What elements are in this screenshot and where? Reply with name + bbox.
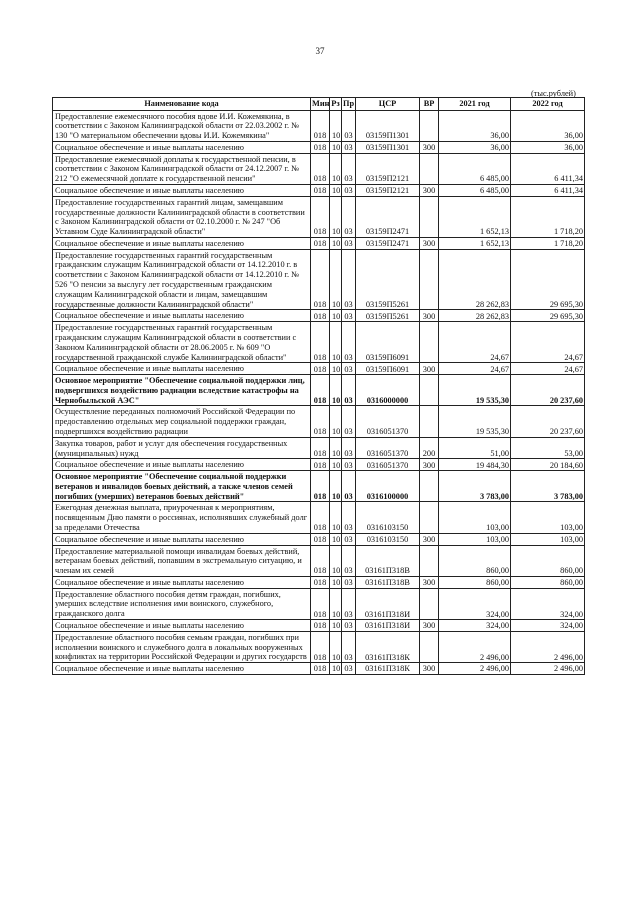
row-2021-cell: 28 262,83: [439, 310, 511, 322]
budget-table: [52, 97, 585, 675]
row-2021-cell: 860,00: [439, 545, 511, 576]
row-pr-cell: 03: [342, 502, 356, 533]
row-min-cell: 018: [311, 196, 330, 237]
row-csr-cell: 03159П6091: [356, 322, 420, 363]
row-rz-cell: 10: [330, 375, 342, 406]
row-2021-cell: 19 535,30: [439, 375, 511, 406]
header-name: Наименование кода: [53, 98, 311, 111]
row-rz-cell: 10: [330, 545, 342, 576]
row-rz-cell: 10: [330, 533, 342, 545]
row-pr-cell: 03: [342, 237, 356, 249]
row-min-cell: 018: [311, 663, 330, 675]
row-pr-cell: 03: [342, 437, 356, 459]
row-csr-cell: 0316000000: [356, 375, 420, 406]
row-name-cell: Предоставление государственных гарантий государственным гражданским служащим Калининградской области в соответствии с Законом Калининградской области от 28.06.2005 г. № 609 "О государственной гражданской службе Калининградской области": [53, 322, 311, 363]
row-name-cell: Предоставление ежемесячного пособия вдове И.И. Кожемякина, в соответствии с Законом Калининградской области от 22.03.2002 г. № 130 "О материальном обеспечении вдовы И.И. Кожемякина": [53, 110, 311, 141]
table-row: [53, 141, 585, 153]
table-row: [53, 375, 585, 406]
header-2022: 2022 год: [511, 98, 585, 111]
row-min-cell: 018: [311, 185, 330, 197]
row-2021-cell: 36,00: [439, 141, 511, 153]
row-csr-cell: 03159П2121: [356, 153, 420, 184]
row-2022-cell: 103,00: [511, 533, 585, 545]
table-row: [53, 663, 585, 675]
table-row: [53, 249, 585, 310]
row-csr-cell: 03159П2471: [356, 237, 420, 249]
row-2022-cell: 324,00: [511, 588, 585, 619]
row-rz-cell: 10: [330, 576, 342, 588]
row-min-cell: 018: [311, 249, 330, 310]
row-name-cell: Социальное обеспечение и иные выплаты населению: [53, 185, 311, 197]
table-row: [53, 322, 585, 363]
row-2022-cell: 324,00: [511, 620, 585, 632]
page-number: 37: [315, 46, 325, 56]
row-2022-cell: 6 411,34: [511, 153, 585, 184]
row-rz-cell: 10: [330, 363, 342, 375]
row-csr-cell: 03159П6091: [356, 363, 420, 375]
row-vr-cell: 300: [420, 237, 439, 249]
row-csr-cell: 0316103150: [356, 502, 420, 533]
row-2021-cell: 1 652,13: [439, 196, 511, 237]
row-2022-cell: 2 496,00: [511, 631, 585, 662]
row-2022-cell: 103,00: [511, 502, 585, 533]
row-name-cell: Социальное обеспечение и иные выплаты населению: [53, 459, 311, 471]
row-min-cell: 018: [311, 406, 330, 437]
row-2022-cell: 20 237,60: [511, 375, 585, 406]
row-name-cell: Социальное обеспечение и иные выплаты населению: [53, 663, 311, 675]
row-2021-cell: 860,00: [439, 576, 511, 588]
row-2022-cell: 29 695,30: [511, 310, 585, 322]
row-pr-cell: 03: [342, 153, 356, 184]
row-2021-cell: 24,67: [439, 363, 511, 375]
row-2022-cell: 24,67: [511, 363, 585, 375]
row-rz-cell: 10: [330, 153, 342, 184]
row-pr-cell: 03: [342, 545, 356, 576]
row-name-cell: Основное мероприятие "Обеспечение социальной поддержки лиц, подвергшихся воздействию радиации вследствие катастрофы на Чернобыльской АЭС": [53, 375, 311, 406]
row-vr-cell: [420, 196, 439, 237]
row-2021-cell: 6 485,00: [439, 153, 511, 184]
row-min-cell: 018: [311, 141, 330, 153]
header-csr: ЦСР: [356, 98, 420, 111]
table-row: [53, 363, 585, 375]
row-2022-cell: 36,00: [511, 110, 585, 141]
table-row: [53, 576, 585, 588]
row-rz-cell: 10: [330, 437, 342, 459]
row-2021-cell: 3 783,00: [439, 471, 511, 502]
row-csr-cell: 03159П1301: [356, 110, 420, 141]
row-vr-cell: 300: [420, 663, 439, 675]
row-min-cell: 018: [311, 588, 330, 619]
table-row: [53, 406, 585, 437]
row-vr-cell: [420, 153, 439, 184]
row-2022-cell: 6 411,34: [511, 185, 585, 197]
row-2022-cell: 53,00: [511, 437, 585, 459]
row-name-cell: Социальное обеспечение и иные выплаты населению: [53, 620, 311, 632]
row-pr-cell: 03: [342, 196, 356, 237]
table-row: [53, 631, 585, 662]
table-row: [53, 310, 585, 322]
row-vr-cell: 200: [420, 437, 439, 459]
row-csr-cell: 0316100000: [356, 471, 420, 502]
row-min-cell: 018: [311, 437, 330, 459]
row-rz-cell: 10: [330, 196, 342, 237]
row-csr-cell: 0316051370: [356, 459, 420, 471]
row-rz-cell: 10: [330, 322, 342, 363]
row-2021-cell: 6 485,00: [439, 185, 511, 197]
table-row: [53, 110, 585, 141]
row-pr-cell: 03: [342, 141, 356, 153]
row-pr-cell: 03: [342, 471, 356, 502]
row-min-cell: 018: [311, 502, 330, 533]
row-vr-cell: 300: [420, 310, 439, 322]
row-name-cell: Предоставление ежемесячной доплаты к государственной пенсии, в соответствии с Законом Калининградской области от 24.12.2007 г. № 212 "О ежемесячной доплате к государственной пенсии": [53, 153, 311, 184]
row-min-cell: 018: [311, 322, 330, 363]
row-rz-cell: 10: [330, 110, 342, 141]
row-pr-cell: 03: [342, 375, 356, 406]
row-name-cell: Осуществление переданных полномочий Российской Федерации по предоставлению отдельных мер социальной поддержки граждан, подвергшихся воздействию радиации: [53, 406, 311, 437]
row-name-cell: Социальное обеспечение и иные выплаты населению: [53, 363, 311, 375]
table-body: [53, 110, 585, 674]
row-vr-cell: [420, 375, 439, 406]
row-pr-cell: 03: [342, 363, 356, 375]
row-rz-cell: 10: [330, 237, 342, 249]
row-name-cell: Социальное обеспечение и иные выплаты населению: [53, 310, 311, 322]
row-csr-cell: 0316051370: [356, 437, 420, 459]
row-pr-cell: 03: [342, 249, 356, 310]
row-2021-cell: 324,00: [439, 588, 511, 619]
row-vr-cell: 300: [420, 576, 439, 588]
table-row: [53, 437, 585, 459]
row-min-cell: 018: [311, 363, 330, 375]
row-name-cell: Предоставление материальной помощи инвалидам боевых действий, ветеранам боевых действий, попавшим в экстремальную ситуацию, и членам их семей: [53, 545, 311, 576]
table-header-row: [53, 98, 585, 111]
table-row: [53, 533, 585, 545]
row-min-cell: 018: [311, 545, 330, 576]
table-row: [53, 153, 585, 184]
row-name-cell: Социальное обеспечение и иные выплаты населению: [53, 141, 311, 153]
row-vr-cell: [420, 110, 439, 141]
row-2022-cell: 2 496,00: [511, 663, 585, 675]
row-vr-cell: [420, 406, 439, 437]
row-2022-cell: 1 718,20: [511, 237, 585, 249]
row-csr-cell: 03161П318К: [356, 631, 420, 662]
row-2021-cell: 24,67: [439, 322, 511, 363]
row-rz-cell: 10: [330, 502, 342, 533]
row-min-cell: 018: [311, 631, 330, 662]
row-csr-cell: 03161П318К: [356, 663, 420, 675]
row-pr-cell: 03: [342, 631, 356, 662]
table-row: [53, 502, 585, 533]
row-name-cell: Предоставление государственных гарантий государственным гражданским служащим Калининградской области от 14.12.2010 г. в соответствии с Законом Калининградской области от 14.12.2010 г. № 526 "О пенсии за выслугу лет государственным гражданским служащим Калининградской области и лицам, замещавшим государственные должности Калининградской области": [53, 249, 311, 310]
row-csr-cell: 03159П5261: [356, 249, 420, 310]
row-name-cell: Ежегодная денежная выплата, приуроченная к мероприятиям, посвященным Дню памяти о россиянах, исполнявших служебный долг за пределами Отечества: [53, 502, 311, 533]
row-min-cell: 018: [311, 310, 330, 322]
row-2021-cell: 2 496,00: [439, 631, 511, 662]
row-pr-cell: 03: [342, 110, 356, 141]
row-pr-cell: 03: [342, 322, 356, 363]
row-pr-cell: 03: [342, 459, 356, 471]
row-name-cell: Социальное обеспечение и иные выплаты населению: [53, 533, 311, 545]
row-min-cell: 018: [311, 533, 330, 545]
row-rz-cell: 10: [330, 141, 342, 153]
row-2021-cell: 2 496,00: [439, 663, 511, 675]
row-vr-cell: 300: [420, 363, 439, 375]
table-row: [53, 459, 585, 471]
row-name-cell: Закупка товаров, работ и услуг для обеспечения государственных (муниципальных) нужд: [53, 437, 311, 459]
row-vr-cell: 300: [420, 185, 439, 197]
row-min-cell: 018: [311, 620, 330, 632]
row-rz-cell: 10: [330, 620, 342, 632]
row-2021-cell: 103,00: [439, 502, 511, 533]
row-2022-cell: 860,00: [511, 576, 585, 588]
row-2021-cell: 103,00: [439, 533, 511, 545]
row-csr-cell: 03159П2471: [356, 196, 420, 237]
row-pr-cell: 03: [342, 310, 356, 322]
row-pr-cell: 03: [342, 620, 356, 632]
row-csr-cell: 03159П2121: [356, 185, 420, 197]
row-csr-cell: 03161П318В: [356, 576, 420, 588]
row-rz-cell: 10: [330, 663, 342, 675]
row-pr-cell: 03: [342, 663, 356, 675]
row-2021-cell: 324,00: [439, 620, 511, 632]
row-rz-cell: 10: [330, 631, 342, 662]
row-name-cell: Социальное обеспечение и иные выплаты населению: [53, 576, 311, 588]
row-pr-cell: 03: [342, 406, 356, 437]
row-pr-cell: 03: [342, 588, 356, 619]
row-rz-cell: 10: [330, 185, 342, 197]
row-vr-cell: 300: [420, 141, 439, 153]
row-2022-cell: 20 184,60: [511, 459, 585, 471]
row-2021-cell: 51,00: [439, 437, 511, 459]
row-min-cell: 018: [311, 237, 330, 249]
table-row: [53, 620, 585, 632]
row-rz-cell: 10: [330, 471, 342, 502]
row-vr-cell: [420, 545, 439, 576]
row-csr-cell: 0316051370: [356, 406, 420, 437]
row-vr-cell: [420, 502, 439, 533]
row-name-cell: Предоставление областного пособия семьям граждан, погибших при исполнении воинского и служебного долга в локальных вооруженных конфликтах на территории Российской Федерации и других государств: [53, 631, 311, 662]
row-rz-cell: 10: [330, 310, 342, 322]
units-label: (тыс.рублей): [531, 89, 576, 98]
row-rz-cell: 10: [330, 588, 342, 619]
row-2021-cell: 19 535,30: [439, 406, 511, 437]
row-csr-cell: 03161П318В: [356, 545, 420, 576]
row-pr-cell: 03: [342, 533, 356, 545]
row-vr-cell: [420, 249, 439, 310]
row-csr-cell: 03159П5261: [356, 310, 420, 322]
row-2021-cell: 28 262,83: [439, 249, 511, 310]
row-2021-cell: 19 484,30: [439, 459, 511, 471]
header-min: Мин: [311, 98, 330, 111]
row-min-cell: 018: [311, 471, 330, 502]
row-min-cell: 018: [311, 576, 330, 588]
row-2022-cell: 20 237,60: [511, 406, 585, 437]
row-csr-cell: 03161П318И: [356, 588, 420, 619]
table-row: [53, 237, 585, 249]
row-2022-cell: 29 695,30: [511, 249, 585, 310]
table-row: [53, 185, 585, 197]
header-rz: Рз: [330, 98, 342, 111]
row-name-cell: Предоставление областного пособия детям граждан, погибших, умерших вследствие исполнения ими воинского, служебного, гражданского долга: [53, 588, 311, 619]
row-vr-cell: 300: [420, 459, 439, 471]
row-vr-cell: [420, 322, 439, 363]
header-pr: Пр: [342, 98, 356, 111]
row-name-cell: Предоставление государственных гарантий лицам, замещавшим государственные должности Калининградской области в соответствии с Законом Калининградской области от 02.10.2000 г. № 247 "Об Уставном Суде Калининградской области": [53, 196, 311, 237]
row-min-cell: 018: [311, 459, 330, 471]
header-vr: ВР: [420, 98, 439, 111]
row-rz-cell: 10: [330, 459, 342, 471]
row-vr-cell: [420, 588, 439, 619]
table-row: [53, 471, 585, 502]
row-vr-cell: 300: [420, 620, 439, 632]
row-vr-cell: [420, 631, 439, 662]
table-row: [53, 588, 585, 619]
row-2021-cell: 1 652,13: [439, 237, 511, 249]
row-min-cell: 018: [311, 375, 330, 406]
row-pr-cell: 03: [342, 576, 356, 588]
row-name-cell: Основное мероприятие "Обеспечение социальной поддержки ветеранов и инвалидов боевых действий, а также членов семей погибших (умерших) ветеранов боевых действий": [53, 471, 311, 502]
row-2022-cell: 3 783,00: [511, 471, 585, 502]
row-min-cell: 018: [311, 153, 330, 184]
table-row: [53, 196, 585, 237]
header-2021: 2021 год: [439, 98, 511, 111]
row-vr-cell: 300: [420, 533, 439, 545]
row-csr-cell: 0316103150: [356, 533, 420, 545]
row-min-cell: 018: [311, 110, 330, 141]
table-row: [53, 545, 585, 576]
row-2022-cell: 24,67: [511, 322, 585, 363]
row-name-cell: Социальное обеспечение и иные выплаты населению: [53, 237, 311, 249]
row-2022-cell: 36,00: [511, 141, 585, 153]
row-vr-cell: [420, 471, 439, 502]
row-2022-cell: 860,00: [511, 545, 585, 576]
row-2022-cell: 1 718,20: [511, 196, 585, 237]
row-rz-cell: 10: [330, 406, 342, 437]
row-rz-cell: 10: [330, 249, 342, 310]
row-pr-cell: 03: [342, 185, 356, 197]
row-csr-cell: 03159П1301: [356, 141, 420, 153]
row-2021-cell: 36,00: [439, 110, 511, 141]
row-csr-cell: 03161П318И: [356, 620, 420, 632]
